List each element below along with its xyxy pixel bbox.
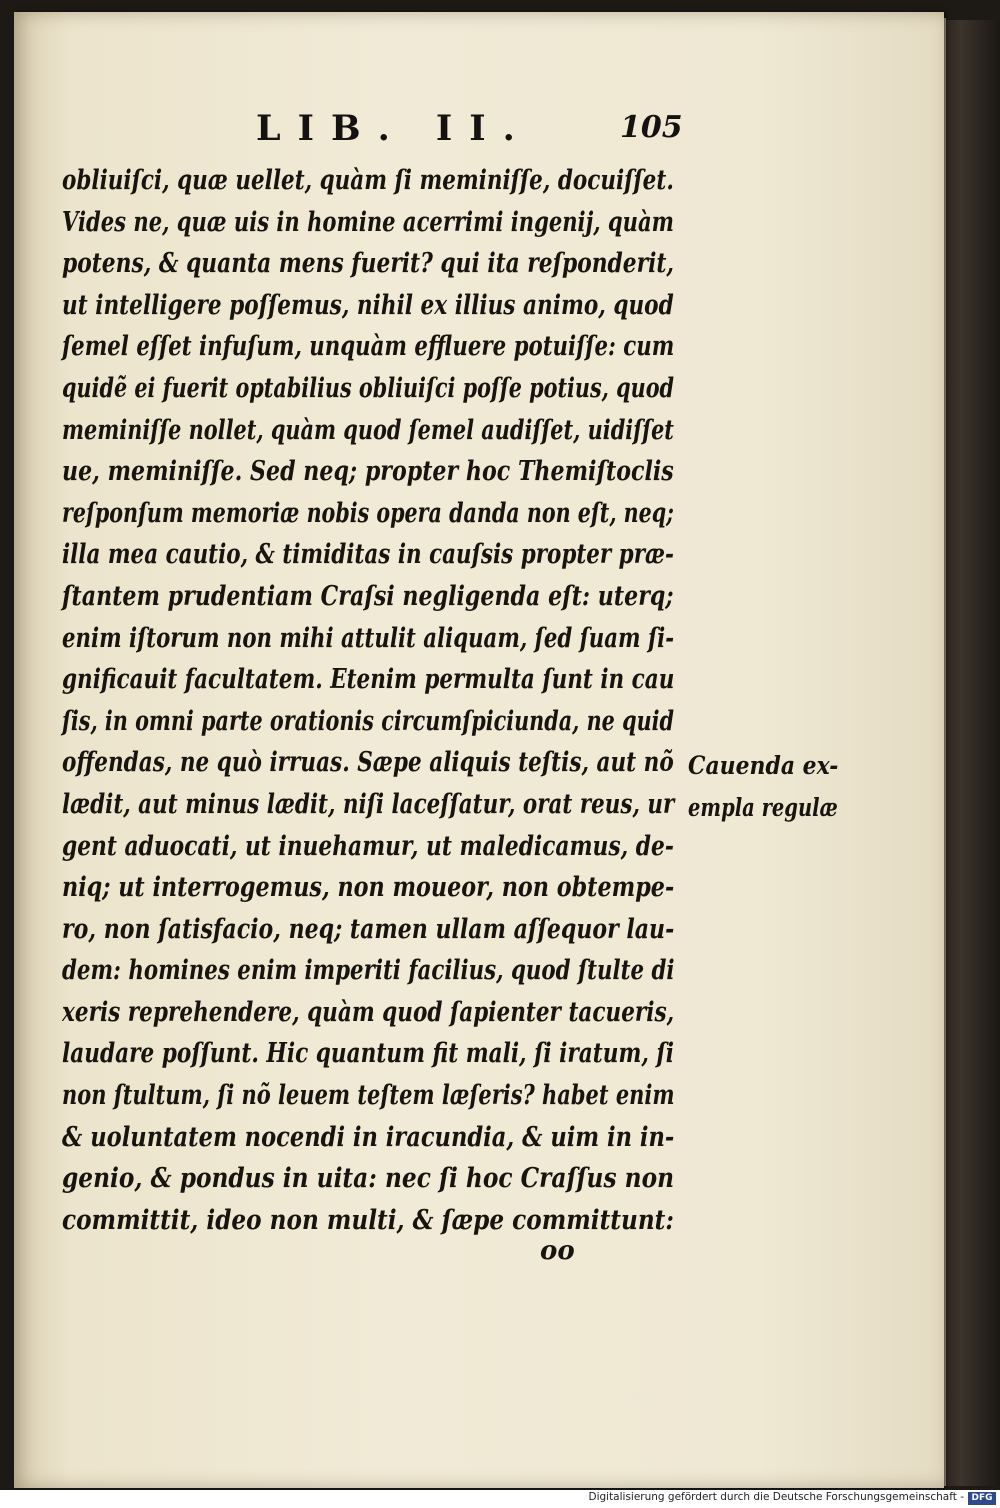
footer-bar [0, 1490, 1000, 1508]
text-line: niq; ut interrogemus, non moueor, non obtempe- [62, 872, 675, 904]
text-line: meminiſſe nollet, quàm quod ſemel audiſſet, uidiſſet [62, 414, 674, 446]
text-line: ro, non ſatisfacio, neq; tamen ullam aſſequor lau- [62, 913, 675, 945]
text-line: lædit, aut minus lædit, niſi laceſſatur, orat reus, ur [62, 788, 675, 820]
text-line: obliuiſci, quæ uellet, quàm ſi meminiſſe, docuiſſet. [62, 165, 674, 196]
marginal-note [688, 745, 858, 829]
text-line: genio, & pondus in uita: nec ſi hoc Craſſus non [62, 1163, 675, 1195]
text-line: xeris reprehendere, quàm quod ſapienter tacueris, [62, 996, 675, 1028]
text-line: ſis, in omni parte orationis circumſpiciunda, ne quid [62, 705, 675, 737]
text-line: gnificauit facultatem. Etenim permulta ſunt in cau [62, 664, 675, 696]
text-line: Vides ne, quæ uis in homine acerrimi ingenij, quàm [62, 206, 674, 238]
running-head: LIB. II. [256, 108, 532, 149]
text-line: dem: homines enim imperiti facilius, quod ſtulte di [62, 955, 675, 987]
text-line: ſtantem prudentiam Craſsi negligenda eſt: uterq; [62, 580, 674, 612]
marginal-note-line: Cauenda ex- [688, 751, 839, 780]
body-text [62, 160, 702, 1241]
text-line: & uoluntatem nocendi in iracundia, & uim in in- [62, 1121, 675, 1153]
dfg-logo: DFG [968, 1492, 996, 1505]
text-line: enim iſtorum non mihi attulit aliquam, ſed ſuam ſi- [62, 622, 675, 654]
text-line: laudare poſſunt. Hic quantum fit mali, ſi iratum, ſi [62, 1038, 674, 1070]
marginal-note-line: empla regulæ [688, 793, 838, 822]
text-line: ut intelligere poſſemus, nihil ex illius animo, quod [62, 289, 674, 321]
book-fore-edge [944, 20, 1000, 1486]
text-line: gent aduocati, ut inuehamur, ut maledicamus, de- [62, 830, 674, 862]
text-line: committit, ideo non multi, & ſæpe committunt: [62, 1204, 674, 1236]
catchword: oo [540, 1236, 575, 1266]
text-line: non ſtultum, ſi nõ leuem teſtem læſeris? habet enim [62, 1080, 675, 1112]
text-line: potens, & quanta mens fuerit? qui ita reſponderit, [62, 248, 674, 280]
funding-credit: Digitalisierung gefördert durch die Deutsche Forschungsgemeinschaft - [588, 1491, 964, 1503]
text-line: offendas, ne quò irruas. Sæpe aliquis teſtis, aut nõ [62, 747, 674, 779]
text-line: ſemel eſſet infuſum, unquàm effluere potuiſſe: cum [62, 331, 675, 363]
text-line: quidẽ ei fuerit optabilius obliuiſci poſſe potius, quod [62, 372, 675, 404]
text-line: ue, meminiſſe. Sed neq; propter hoc Themiſtoclis [62, 456, 674, 488]
text-line: illa mea cautio, & timiditas in cauſsis propter præ- [62, 539, 674, 571]
page-number: 105 [620, 110, 683, 145]
text-line: reſponſum memoriæ nobis opera danda non eſt, neq; [62, 497, 674, 529]
